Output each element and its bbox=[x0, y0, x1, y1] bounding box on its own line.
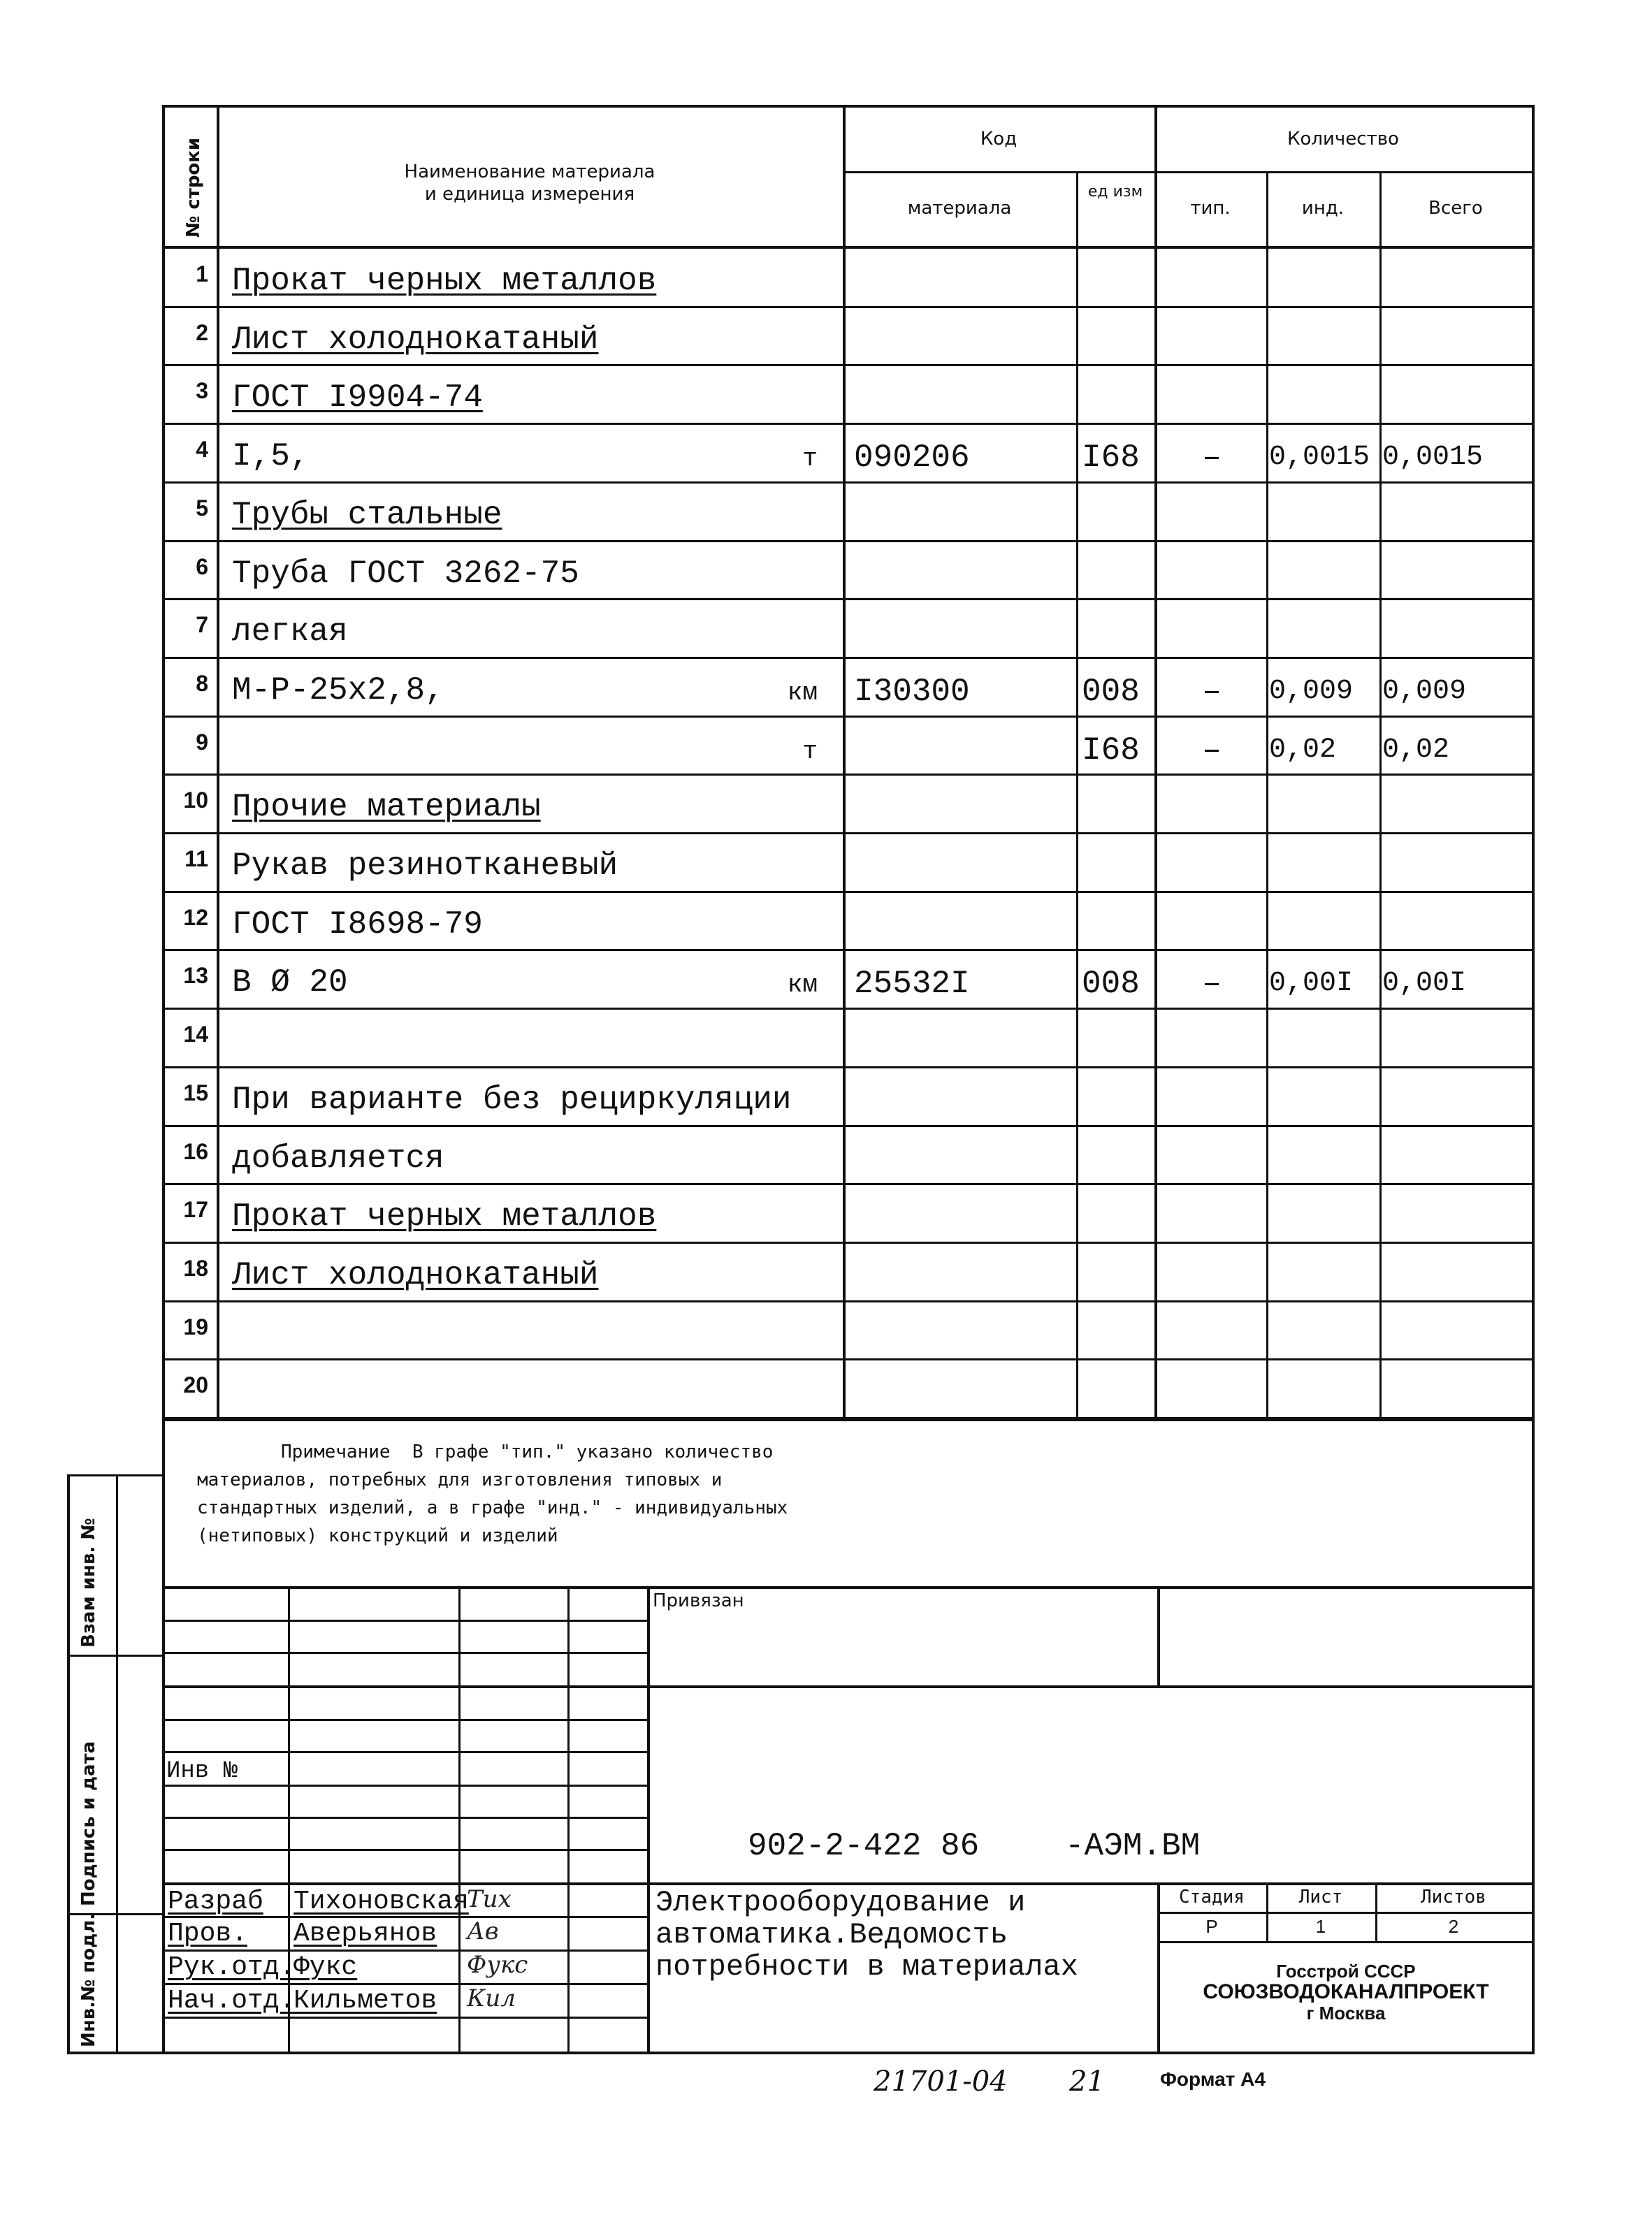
row-number-header: № строки bbox=[183, 137, 204, 238]
row-divider bbox=[162, 1125, 1535, 1127]
page-number: 21 bbox=[1069, 2065, 1105, 2098]
document-title bbox=[655, 1887, 1078, 1983]
handwritten-signature: Кил bbox=[467, 1984, 516, 2012]
cell-code: 090206 bbox=[854, 440, 970, 476]
row-number: 13 bbox=[183, 963, 208, 988]
row-divider bbox=[162, 481, 1535, 484]
material-name: добавляется bbox=[232, 1140, 444, 1177]
row-divider bbox=[162, 832, 1535, 834]
row-number: 11 bbox=[184, 846, 208, 871]
row-number: 17 bbox=[183, 1197, 208, 1222]
cell-total: 0,0015 bbox=[1382, 442, 1484, 473]
cell-code: I30300 bbox=[854, 674, 970, 710]
qty-ind-header: инд. bbox=[1301, 198, 1345, 219]
sheet-value: 1 bbox=[1315, 1916, 1326, 1937]
row-number: 9 bbox=[196, 729, 208, 755]
cell-total: 0,02 bbox=[1382, 734, 1450, 766]
stage-label: Стадия bbox=[1179, 1887, 1245, 1908]
material-name: Рукав резинотканевый bbox=[232, 848, 618, 884]
material-unit: т bbox=[802, 444, 818, 473]
material-unit: т bbox=[802, 737, 818, 766]
row-divider bbox=[162, 364, 1535, 366]
cell-typ: – bbox=[1202, 440, 1222, 476]
row-number: 14 bbox=[183, 1022, 208, 1047]
row-divider bbox=[162, 423, 1535, 425]
row-divider bbox=[162, 657, 1535, 659]
cell-ed: I68 bbox=[1082, 732, 1140, 769]
handwritten-signature: Ав bbox=[467, 1917, 499, 1945]
title-line: потребности в материалах bbox=[655, 1950, 1078, 1984]
code-unit-header: ед изм bbox=[1087, 183, 1143, 201]
privyazan-label: Привязан bbox=[653, 1590, 744, 1611]
row-divider bbox=[162, 1242, 1535, 1244]
document-suffix: -АЭМ.ВМ bbox=[1065, 1828, 1201, 1864]
cell-typ: – bbox=[1202, 966, 1222, 1002]
cell-ed: 008 bbox=[1082, 966, 1140, 1002]
sheets-label: Листов bbox=[1421, 1887, 1486, 1908]
title-line: Электрооборудование и bbox=[655, 1886, 1026, 1919]
material-name: Труба ГОСТ 3262-75 bbox=[232, 556, 579, 592]
material-name: Лист холоднокатаный bbox=[232, 1257, 599, 1293]
row-number: 3 bbox=[196, 378, 208, 403]
signer-name: Тихоновская bbox=[294, 1887, 469, 1917]
row-divider bbox=[162, 1066, 1535, 1068]
name-column-header bbox=[217, 161, 843, 205]
org-line: г Москва bbox=[1306, 2003, 1386, 2024]
material-name: Прокат черных металлов bbox=[232, 1198, 657, 1235]
row-divider bbox=[162, 949, 1535, 951]
qty-total-header: Всего bbox=[1428, 198, 1483, 219]
material-name: ГОСТ I8698-79 bbox=[232, 906, 483, 943]
handwritten-signature: Фукс bbox=[467, 1951, 528, 1979]
signer-role: Разраб bbox=[168, 1887, 263, 1917]
inventory-number: 21701-04 bbox=[874, 2065, 1008, 2098]
note-line: стандартных изделий, а в графе "инд." - индивидуальных bbox=[197, 1497, 788, 1518]
organization-stamp bbox=[1157, 1961, 1535, 2024]
cell-ed: I68 bbox=[1082, 440, 1140, 476]
row-number: 12 bbox=[183, 905, 208, 930]
org-line: СОЮЗВОДОКАНАЛПРОЕКТ bbox=[1203, 1980, 1489, 2003]
material-name: Трубы стальные bbox=[232, 497, 502, 533]
row-divider bbox=[162, 1183, 1535, 1185]
org-line: Госстрой СССР bbox=[1276, 1961, 1416, 1982]
note-line: (нетиповых) конструкций и изделий bbox=[197, 1525, 558, 1546]
name-header-line1: Наименование материала bbox=[404, 161, 655, 182]
signer-role: Рук.отд. bbox=[168, 1952, 296, 1982]
sheets-value: 2 bbox=[1448, 1916, 1459, 1937]
signer-role: Нач.отд. bbox=[168, 1986, 296, 2016]
signer-name: Фукс bbox=[294, 1952, 358, 1982]
row-divider bbox=[162, 891, 1535, 893]
cell-total: 0,00I bbox=[1382, 968, 1467, 999]
row-divider bbox=[162, 774, 1535, 776]
signer-name: Аверьянов bbox=[294, 1919, 437, 1949]
row-number: 18 bbox=[183, 1256, 208, 1281]
qty-typ-header: тип. bbox=[1190, 198, 1231, 219]
material-name: Лист холоднокатаный bbox=[232, 321, 599, 358]
document-code: 902-2-422 86 bbox=[748, 1828, 980, 1864]
row-divider bbox=[162, 540, 1535, 542]
row-number: 4 bbox=[196, 437, 208, 462]
paper-format: Формат А4 bbox=[1160, 2068, 1266, 2090]
sheet-label: Лист bbox=[1298, 1887, 1343, 1908]
row-divider bbox=[162, 306, 1535, 308]
row-number: 7 bbox=[196, 612, 208, 637]
material-name: При варианте без рециркуляции bbox=[232, 1082, 792, 1118]
material-name: Прочие материалы bbox=[232, 789, 541, 825]
row-number: 19 bbox=[183, 1314, 208, 1339]
cell-ind: 0,00I bbox=[1269, 968, 1354, 999]
cell-code: 25532I bbox=[854, 966, 970, 1002]
inv-podl-label: Инв.№ подл. bbox=[78, 1912, 99, 2047]
inv-no-label: Инв № bbox=[166, 1758, 238, 1785]
quantity-group-header: Количество bbox=[1287, 129, 1399, 150]
material-name: ГОСТ I9904-74 bbox=[232, 379, 483, 416]
cell-ind: 0,0015 bbox=[1269, 442, 1370, 473]
row-number: 5 bbox=[196, 495, 208, 521]
note-line: Примечание В графе "тип." указано количество bbox=[281, 1442, 774, 1462]
row-divider bbox=[162, 1417, 1535, 1419]
material-name: I,5, bbox=[232, 438, 310, 474]
handwritten-signature: Тих bbox=[467, 1885, 512, 1913]
row-divider bbox=[162, 598, 1535, 600]
signer-name: Кильметов bbox=[294, 1986, 437, 2016]
name-header-line2: и единица измерения bbox=[424, 184, 635, 205]
row-number: 15 bbox=[183, 1080, 208, 1105]
row-number: 16 bbox=[183, 1139, 208, 1164]
row-number: 10 bbox=[183, 787, 208, 813]
material-unit: км bbox=[787, 678, 818, 707]
cell-ed: 008 bbox=[1082, 674, 1140, 710]
material-unit: км bbox=[787, 971, 818, 999]
cell-typ: – bbox=[1202, 732, 1222, 769]
material-name: легкая bbox=[232, 613, 348, 650]
cell-ind: 0,02 bbox=[1269, 734, 1337, 766]
signer-role: Пров. bbox=[168, 1919, 248, 1949]
row-number: 6 bbox=[196, 554, 208, 579]
material-name: В Ø 20 bbox=[232, 964, 348, 1001]
cell-total: 0,009 bbox=[1382, 676, 1467, 707]
code-group-header: Код bbox=[980, 129, 1017, 150]
row-divider bbox=[162, 716, 1535, 718]
code-material-header: материала bbox=[907, 198, 1012, 219]
vzam-inv-label: Взам инв. № bbox=[78, 1518, 99, 1648]
row-number: 2 bbox=[196, 320, 208, 345]
material-name: М-Р-25х2,8, bbox=[232, 672, 444, 709]
material-name: Прокат черных металлов bbox=[232, 263, 657, 299]
row-number: 1 bbox=[196, 261, 208, 286]
stage-value: Р bbox=[1205, 1916, 1218, 1937]
row-number: 20 bbox=[183, 1372, 208, 1397]
cell-ind: 0,009 bbox=[1269, 676, 1354, 707]
cell-typ: – bbox=[1202, 674, 1222, 710]
row-divider bbox=[162, 1008, 1535, 1010]
title-line: автоматика.Ведомость bbox=[655, 1918, 1008, 1952]
row-divider bbox=[162, 1358, 1535, 1360]
note-block bbox=[197, 1438, 788, 1550]
row-divider bbox=[162, 1300, 1535, 1302]
note-line: материалов, потребных для изготовления типовых и bbox=[197, 1469, 723, 1490]
row-number: 8 bbox=[196, 671, 208, 696]
podpis-data-label: Подпись и дата bbox=[78, 1741, 99, 1906]
